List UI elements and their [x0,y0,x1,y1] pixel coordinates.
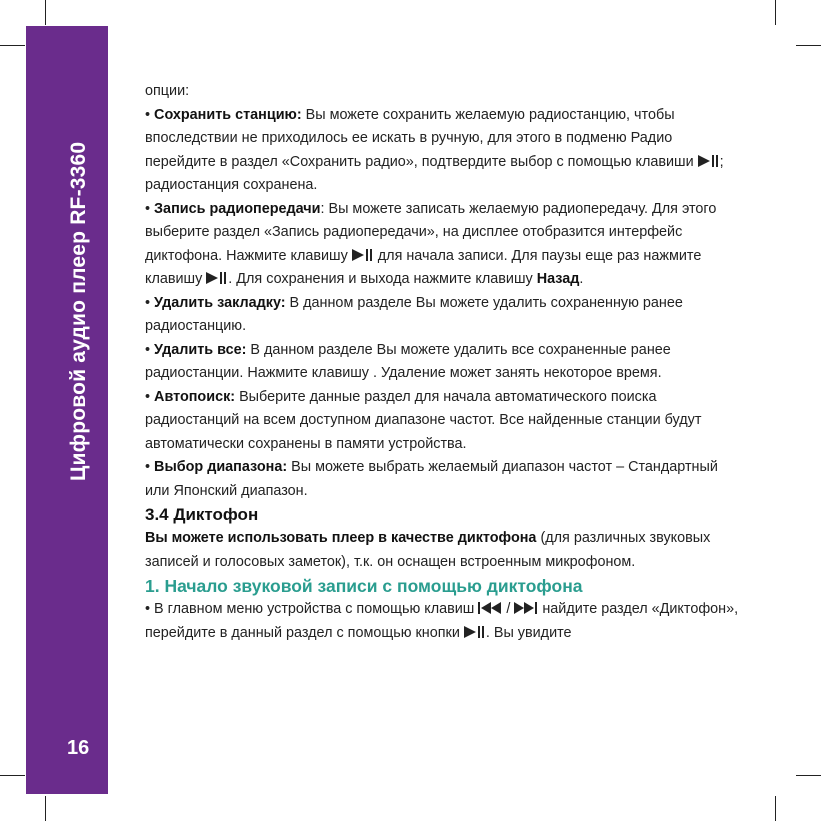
sidebar-title: Цифровой аудио плеер RF-3360 [67,141,90,481]
play-pause-icon [352,249,374,261]
intro-text: опции: [145,83,190,99]
page-content [145,80,745,645]
list-item: • Запись радиопередачи: Вы можете записать желаемую радиопередачу. Для этого выберите раздел «Запись радиопередачи», на дисплее отобразится интерфейс диктофона. Нажмите клавишу для начала записи. Для паузы еще раз нажмите клавишу . Для сохранения и выхода нажмите клавишу Назад. [145,200,717,287]
section-title: 3.4 Диктофон [145,505,259,524]
item-label: Удалить все: [154,341,247,358]
item-label: Сохранить станцию: [154,106,302,123]
page-number: 16 [67,737,90,759]
list-item: • В главном меню устройства с помощью клавиш / найдите раздел «Диктофон», перейдите в данный раздел с помощью кнопки . Вы увидите [145,601,739,641]
list-item: • Автопоиск: Выберите данные раздел для начала автоматического поиска радиостанций на всем доступном диапазоне частот. Все найденные станции будут автоматически сохранены в памяти устройства. [145,388,702,452]
crop-mark [0,775,25,776]
crop-mark [775,796,776,821]
crop-mark [45,796,46,821]
play-pause-icon [698,155,720,167]
next-track-icon [514,602,538,614]
item-label: Выбор диапазона: [154,459,288,475]
crop-mark [796,45,821,46]
subsection-title: 1. Начало звуковой записи с помощью диктофона [145,576,583,596]
crop-mark [45,0,46,25]
list-item: • Выбор диапазона: Вы можете выбрать желаемый диапазон частот – Стандартный или Японский диапазон. [145,459,718,499]
list-item: • Сохранить станцию: Вы можете сохранить желаемую радиостанцию, чтобы впоследствии не приходилось ее искать в ручную, для этого в подменю Радио перейдите в раздел «Сохранить радио», подтвердите выбор с помощью клавиши ; радиостанция сохранена. [145,106,724,193]
item-label: Запись радиопередачи [154,200,321,217]
item-label: Удалить закладку: [154,294,286,311]
section-intro: Вы можете использовать плеер в качестве диктофона (для различных звуковых записей и голосовых заметок), т.к. он оснащен встроенным микрофоном. [145,530,711,570]
play-pause-icon [464,626,486,638]
crop-mark [775,0,776,25]
back-label: Назад [536,271,580,287]
crop-mark [796,775,821,776]
list-item: • Удалить закладку: В данном разделе Вы можете удалить сохраненную ранее радиостанцию. [145,294,683,334]
previous-track-icon [478,602,502,614]
play-pause-icon [206,272,228,284]
item-label: Автопоиск: [154,388,236,405]
crop-mark [0,45,25,46]
list-item: • Удалить все: В данном разделе Вы можете удалить все сохраненные ранее радиостанции. Нажмите клавишу . Удаление может занять некоторое время. [145,341,671,381]
